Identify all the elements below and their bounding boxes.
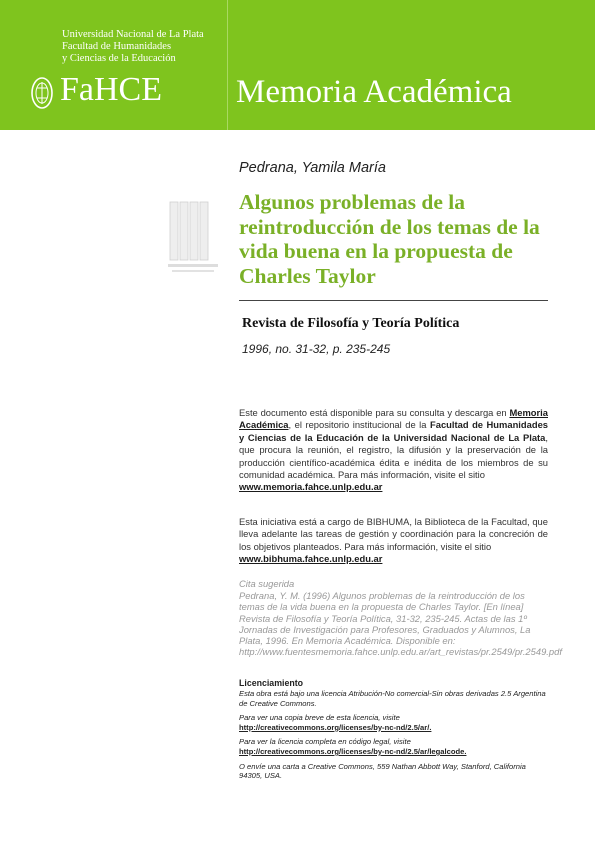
availability-paragraph — [239, 407, 548, 494]
fahce-logo: FaHCE — [60, 71, 162, 108]
availability-text: Este documento está disponible para su consulta y descarga en — [239, 407, 507, 418]
author-name: Pedrana, Yamila María — [239, 160, 386, 176]
article-title: Algunos problemas de la reintroducción de los temas de la vida buena en la propuesta de Charles Taylor — [239, 190, 540, 288]
bibhuma-text: Esta iniciativa está a cargo de BIBHUMA, la Biblioteca de la Facultad, que lleva adelante las tareas de gestión y coordinación para la concreción de los objetivos planteados. Para más información, visite el sitio — [239, 516, 548, 552]
license-heading: Licenciamiento — [239, 678, 304, 688]
license-short-text: Para ver una copia breve de esta licencia, visite — [239, 713, 400, 723]
journal-name: Revista de Filosofía y Teoría Política — [242, 316, 460, 331]
license-text: Esta obra está bajo una licencia Atribución-No comercial-Sin obras derivadas 2.5 Argentina de Creative Commons. — [239, 689, 546, 708]
suggested-citation — [239, 578, 562, 658]
license-legal-text: Para ver la licencia completa en código legal, visite — [239, 737, 411, 747]
citation-label: Cita sugerida — [239, 578, 295, 589]
faculty-name-line2: y Ciencias de la Educación — [62, 53, 176, 64]
header-banner — [0, 0, 595, 130]
license-legal-link[interactable]: http://creativecommons.org/licenses/by-nc-nd/2.5/ar/legalcode. — [239, 746, 467, 756]
university-name: Universidad Nacional de La Plata — [62, 29, 204, 40]
repository-name: Memoria Académica — [236, 74, 512, 110]
books-icon — [166, 198, 220, 278]
institution-text — [62, 29, 204, 65]
availability-text-2: , el repositorio institucional de la — [288, 419, 427, 431]
citation-text: Pedrana, Y. M. (1996) Algunos problemas de la reintroducción de los temas de la vida buena en la propuesta de Charles Taylor. [En línea] Revista de Filosofía y Teoría Política, 31-32, 235-245. Actas de las 1º Jornadas de Investigación para Profesores, Graduados y Alumnos, La Plata, 1996. En Memoria Académica. Disponible en: http://www.fuentesmemoria.fahce.unlp.edu.ar/art_revistas/pr.2549/pr.2549.pdf — [239, 590, 562, 658]
title-divider — [239, 300, 548, 301]
memoria-website-link[interactable]: www.memoria.fahce.unlp.edu.ar — [239, 481, 383, 493]
license-section — [239, 678, 548, 781]
license-mail-text: O envíe una carta a Creative Commons, 559 Nathan Abbott Way, Stanford, California 94305, USA. — [239, 761, 526, 781]
availability-text-3: , que procura la reunión, el registro, la difusión y la preservación de la producción científico-académica édita e inédita de los miembros de su comunidad académica. Para más información, visite el sitio — [239, 431, 548, 481]
bibhuma-paragraph — [239, 516, 548, 566]
publication-details: 1996, no. 31-32, p. 235-245 — [242, 342, 391, 356]
faculty-bold-text: Facultad de Humanidades y Ciencias de la Educación de la Universidad Nacional de La Plata — [239, 419, 549, 443]
memoria-academica-link[interactable]: Memoria Académica — [239, 407, 548, 431]
university-seal-icon — [30, 76, 54, 110]
bibhuma-website-link[interactable]: www.bibhuma.fahce.unlp.edu.ar — [239, 553, 383, 565]
license-short-link[interactable]: http://creativecommons.org/licenses/by-nc-nd/2.5/ar/. — [239, 722, 432, 732]
faculty-name-line1: Facultad de Humanidades — [62, 41, 172, 52]
banner-divider — [227, 0, 228, 130]
